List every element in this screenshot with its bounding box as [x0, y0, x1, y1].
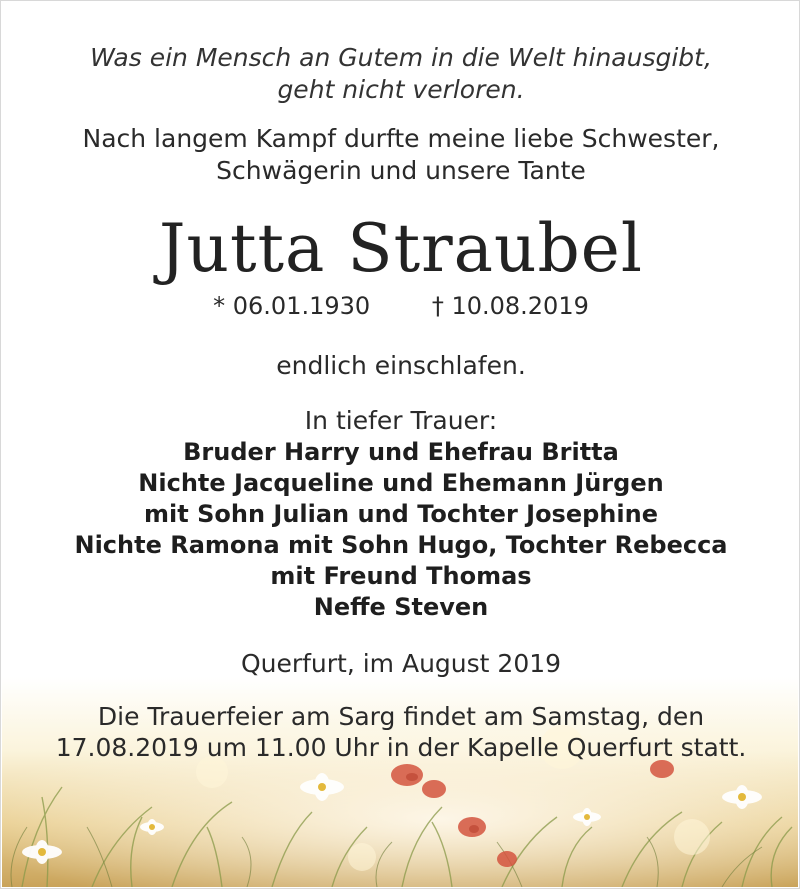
life-dates	[1, 291, 800, 321]
intro-line-2: Schwägerin und unsere Tante	[216, 156, 586, 185]
quote-line-2: geht nicht verloren.	[277, 75, 525, 104]
mourner-line: mit Freund Thomas	[270, 562, 532, 590]
mourner-line: Nichte Ramona mit Sohn Hugo, Tochter Rebecca	[74, 531, 728, 559]
mourner-line: Neffe Steven	[313, 593, 489, 621]
intro-line-1: Nach langem Kampf durfte meine liebe Schwester,	[82, 124, 720, 153]
funeral-line-2: 17.08.2019 um 11.00 Uhr in der Kapelle Querfurt statt.	[55, 733, 747, 762]
deceased-name: Jutta Straubel	[159, 210, 643, 287]
birth-date: * 06.01.1930	[213, 292, 371, 320]
quote-line-1: Was ein Mensch an Gutem in die Welt hinausgibt,	[90, 43, 712, 72]
passing-text: endlich einschlafen.	[276, 351, 526, 380]
funeral-line-1: Die Trauerfeier am Sarg findet am Samstag, den	[97, 702, 705, 731]
mourning-heading: In tiefer Trauer:	[304, 406, 498, 435]
place-and-date: Querfurt, im August 2019	[240, 649, 562, 678]
mourner-line: Nichte Jacqueline und Ehemann Jürgen	[138, 469, 664, 497]
mourner-line: Bruder Harry und Ehefrau Britta	[183, 438, 619, 466]
mourner-line: mit Sohn Julian und Tochter Josephine	[144, 500, 658, 528]
death-date: † 10.08.2019	[431, 292, 589, 320]
